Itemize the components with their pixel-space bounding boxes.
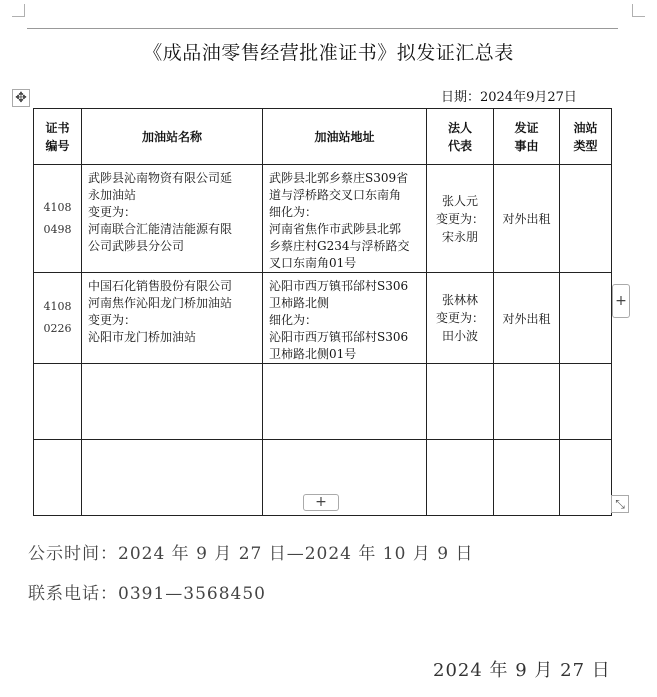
cert-no-cell[interactable]: 4108 0498 xyxy=(34,165,82,273)
empty-cell[interactable] xyxy=(560,440,612,516)
reason-cell[interactable]: 对外出租 xyxy=(494,273,560,364)
empty-cell[interactable] xyxy=(34,364,82,440)
table-move-handle-icon[interactable]: ✥ xyxy=(12,89,30,107)
empty-cell[interactable] xyxy=(34,440,82,516)
header-station-type: 油站 类型 xyxy=(560,109,612,165)
summary-table xyxy=(33,108,612,516)
header-cert-no: 证书 编号 xyxy=(34,109,82,165)
empty-cell[interactable] xyxy=(560,364,612,440)
header-station-name: 加油站名称 xyxy=(82,109,263,165)
publicity-period: 公示时间：2024 年 9 月 27 日—2024 年 10 月 9 日 xyxy=(28,544,474,564)
contact-phone: 联系电话：0391—3568450 xyxy=(28,584,266,604)
station-type-cell[interactable] xyxy=(560,273,612,364)
document-date: 日期：2024年9月27日 xyxy=(441,90,577,105)
signature-date: 2024 年 9 月 27 日 xyxy=(433,660,611,681)
cert-no-cell[interactable]: 4108 0226 xyxy=(34,273,82,364)
page-corner-mark xyxy=(12,4,25,17)
legal-rep-cell[interactable]: 张林林 变更为： 田小波 xyxy=(427,273,494,364)
station-name-cell[interactable]: 武陟县沁南物资有限公司延 永加油站 变更为： 河南联合汇能清洁能源有限 公司武陟县分公司 xyxy=(82,165,263,273)
table-row xyxy=(34,165,612,273)
header-legal-rep: 法人 代表 xyxy=(427,109,494,165)
empty-cell[interactable] xyxy=(427,440,494,516)
reason-cell[interactable]: 对外出租 xyxy=(494,165,560,273)
add-column-plus-icon[interactable]: + xyxy=(612,284,630,318)
empty-cell[interactable] xyxy=(82,364,263,440)
station-address-cell[interactable]: 沁阳市西万镇邗邰村S306 卫柿路北侧 细化为： 沁阳市西万镇邗邰村S306 卫柿路北侧01号 xyxy=(263,273,427,364)
empty-cell[interactable] xyxy=(263,364,427,440)
empty-cell[interactable] xyxy=(427,364,494,440)
header-reason: 发证 事由 xyxy=(494,109,560,165)
document-title: 《成品油零售经营批准证书》拟发证汇总表 xyxy=(143,42,514,64)
header-rule xyxy=(27,28,618,29)
table-row-empty xyxy=(34,364,612,440)
empty-cell[interactable] xyxy=(263,440,427,516)
station-type-cell[interactable] xyxy=(560,165,612,273)
station-address-cell[interactable]: 武陟县北郭乡蔡庄S309省 道与浮桥路交叉口东南角 细化为： 河南省焦作市武陟县北郭 乡蔡庄村G234与浮桥路交 叉口东南角01号 xyxy=(263,165,427,273)
empty-cell[interactable] xyxy=(82,440,263,516)
page-corner-mark xyxy=(632,4,645,17)
table-row xyxy=(34,273,612,364)
header-station-address: 加油站地址 xyxy=(263,109,427,165)
legal-rep-cell[interactable]: 张人元 变更为： 宋永朋 xyxy=(427,165,494,273)
station-name-cell[interactable]: 中国石化销售股份有限公司 河南焦作沁阳龙门桥加油站 变更为： 沁阳市龙门桥加油站 xyxy=(82,273,263,364)
add-row-plus-icon[interactable]: + xyxy=(303,494,339,511)
table-header-row xyxy=(34,109,612,165)
empty-cell[interactable] xyxy=(494,364,560,440)
table-resize-icon[interactable]: ⤡ xyxy=(611,495,629,513)
empty-cell[interactable] xyxy=(494,440,560,516)
